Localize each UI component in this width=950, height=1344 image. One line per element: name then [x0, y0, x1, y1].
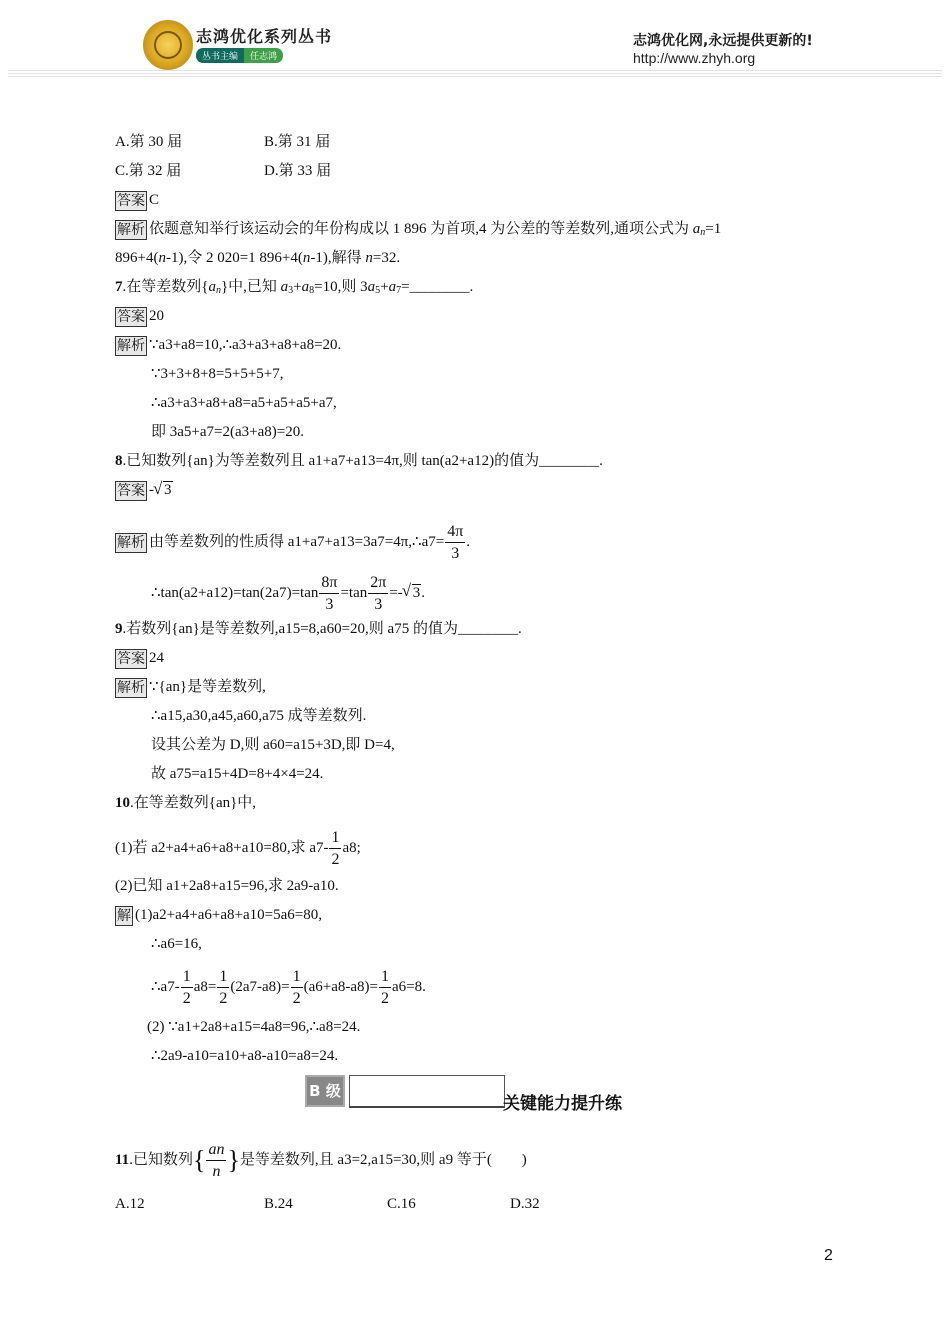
fraction-denominator: n	[212, 1162, 221, 1180]
q8-answer-prefix: -	[149, 482, 154, 498]
fraction-numerator: 1	[379, 969, 391, 988]
fraction-2pi-over-3	[368, 575, 388, 613]
q6-option-a: A.第 30 届	[115, 134, 183, 150]
fraction-denominator: 3	[451, 544, 460, 562]
fraction-denominator: 3	[374, 595, 383, 613]
q10-part-1	[115, 818, 835, 872]
q7-analysis-line-3	[115, 389, 835, 418]
fraction-denominator: 2	[292, 989, 301, 1007]
solution-tag: 解	[117, 907, 131, 924]
fraction-denominator: 2	[219, 989, 228, 1007]
q7-number: 7	[115, 279, 123, 295]
q9-number: 9	[115, 621, 123, 637]
q9-answer	[115, 644, 835, 673]
answer-tag: 答案	[117, 482, 145, 499]
header-url[interactable]: http://www.zhyh.org	[633, 50, 756, 66]
q7-answer-value: 20	[149, 308, 164, 324]
q6-option-d: D.第 33 届	[264, 163, 332, 179]
q8-period: .	[466, 534, 471, 550]
q11-options	[115, 1190, 835, 1219]
fraction-numerator: 2π	[368, 575, 388, 594]
analysis-tag: 解析	[117, 534, 145, 551]
q9-analysis-3: 设其公差为 D,则 a60=a15+3D,即 D=4,	[151, 737, 395, 753]
q10-stem	[115, 789, 835, 818]
q7-stem-d: =________.	[401, 279, 474, 295]
q11-stem	[115, 1132, 835, 1188]
q11-option-a: A.12	[115, 1196, 145, 1212]
fraction-numerator: 8π	[319, 575, 339, 594]
fraction-one-half	[181, 969, 193, 1007]
q8-answer-radicand: 3	[164, 482, 172, 498]
q8-line2-b: =tan	[340, 585, 368, 601]
q7-analysis-line-1	[115, 331, 835, 360]
q7-analysis-3: ∴a3+a3+a8+a8=a5+a5+a5+a7,	[151, 395, 337, 411]
fraction-numerator: an	[206, 1142, 226, 1161]
q10-solution-line-3	[115, 959, 835, 1013]
q6-options-row-1	[115, 128, 835, 157]
q7-analysis-1: ∵a3+a8=10,∴a3+a3+a8+a8=20.	[149, 337, 342, 353]
q6-analysis-text-2c: -1),解得	[310, 250, 366, 266]
fraction-one-half	[217, 969, 229, 1007]
q11-stem-a: .已知数列	[129, 1152, 193, 1168]
page-number: 2	[824, 1247, 833, 1264]
brand-sub-right: 任志鸿	[244, 48, 283, 63]
q8-analysis-a: 由等差数列的性质得 a1+a7+a13=3a7=4π,∴a7=	[149, 534, 445, 550]
q10-solution-3c: (2a7-a8)=	[230, 979, 290, 995]
q6-option-b: B.第 31 届	[264, 134, 331, 150]
q7-analysis-line-4	[115, 418, 835, 447]
q8-line2-a: ∴tan(a2+a12)=tan(2a7)=tan	[151, 585, 319, 601]
q9-analysis-1: ∵{an}是等差数列,	[149, 679, 266, 695]
q10-stem-text: .在等差数列{an}中,	[130, 795, 257, 811]
q10-solution-3d: (a6+a8-a8)=	[303, 979, 378, 995]
analysis-tag: 解析	[117, 679, 145, 696]
fraction-one-half	[291, 969, 303, 1007]
q6-analysis-text-1b: =1	[705, 221, 722, 237]
header-divider	[8, 70, 942, 78]
section-header	[305, 1075, 645, 1114]
q9-answer-value: 24	[149, 650, 164, 666]
q9-analysis-2: ∴a15,a30,a45,a60,a75 成等差数列.	[151, 708, 367, 724]
q11-block	[115, 1132, 835, 1219]
fraction-numerator: 1	[291, 969, 303, 988]
q10-solution-2: ∴a6=16,	[151, 936, 202, 952]
page-header	[0, 0, 950, 80]
q8-answer	[115, 476, 835, 505]
q6-options-row-2	[115, 157, 835, 186]
fraction-numerator: 1	[217, 969, 229, 988]
q10-solution-1: (1)a2+a4+a6+a8+a10=5a6=80,	[135, 907, 322, 923]
analysis-tag: 解析	[117, 221, 145, 238]
q6-analysis-text-2b: -1),令 2 020=1 896+4(	[165, 250, 303, 266]
q8-period-2: .	[421, 585, 426, 601]
q10-solution-line-1	[115, 901, 835, 930]
brand-sub-left: 丛书主编	[196, 48, 244, 63]
q7-stem: 7.在等差数列$\{a_n\}$中,已知 $a_3+a_8=10$,则 $3a_5+a_7=\_\_\_\_\_\_\_\_$.	[115, 279, 474, 296]
q9-analysis-4: 故 a75=a15+4D=8+4×4=24.	[151, 766, 324, 782]
q7-stem-b: }中,已知	[220, 279, 281, 295]
q7-analysis-4: 即 3a5+a7=2(a3+a8)=20.	[151, 424, 304, 440]
q8-line2-c: =-	[389, 585, 403, 601]
q8-line2-radicand: 3	[412, 585, 421, 601]
q6-analysis-text-2d: =32.	[372, 250, 401, 266]
q8-analysis-line-2	[115, 559, 835, 615]
q8-stem	[115, 447, 835, 476]
q10-part1-a: (1)若 a2+a4+a6+a8+a10=80,求 a7-	[115, 840, 329, 856]
section-title: 关键能力提升练	[503, 1094, 622, 1114]
q11-option-d: D.32	[510, 1196, 540, 1212]
brand-seal-logo	[143, 20, 193, 70]
answer-tag: 答案	[117, 192, 145, 209]
q11-stem-b: 是等差数列,且 a3=2,a15=30,则 a9 等于( )	[239, 1152, 527, 1168]
q10-part1-b: a8;	[342, 840, 361, 856]
section-badge: B 级	[305, 1075, 345, 1107]
q8-analysis-line-1	[115, 505, 835, 562]
fraction-denominator: 2	[331, 850, 340, 868]
q7-analysis-line-2	[115, 360, 835, 389]
q10-solution-line-4	[115, 1013, 835, 1042]
q10-solution-3a: ∴a7-	[151, 979, 180, 995]
right-brace: }	[227, 1145, 240, 1175]
q7-stem-c: =10,则 3	[314, 279, 368, 295]
q10-number: 10	[115, 795, 130, 811]
q10-solution-line-5	[115, 1042, 835, 1071]
q8-stem-text: .已知数列{an}为等差数列且 a1+a7+a13=4π,则 tan(a2+a12)的值为________.	[122, 453, 603, 469]
q11-option-b: B.24	[264, 1196, 293, 1212]
fraction-an-over-n	[206, 1142, 226, 1180]
brand-title: 志鸿优化系列丛书	[196, 27, 333, 46]
q7-answer	[115, 302, 835, 331]
q10-part2-text: (2)已知 a1+2a8+a15=96,求 2a9-a10.	[115, 878, 339, 894]
q9-stem-text: .若数列{an}是等差数列,a15=8,a60=20,则 a75 的值为________.	[122, 621, 522, 637]
fraction-8pi-over-3	[319, 575, 339, 613]
q9-analysis-line-3	[115, 731, 835, 760]
fraction-numerator: 4π	[445, 524, 465, 543]
fraction-one-half	[329, 830, 341, 868]
answer-tag: 答案	[117, 650, 145, 667]
q6-analysis-text-2: 896+4(	[115, 250, 159, 266]
q10-solution-5: ∴2a9-a10=a10+a8-a10=a8=24.	[151, 1048, 339, 1064]
brand-subtitle	[196, 48, 283, 62]
q6-answer-value: C	[149, 192, 160, 208]
q7-analysis-2: ∵3+3+8+8=5+5+5+7,	[151, 366, 284, 382]
q10-solution-3b: a8=	[193, 979, 217, 995]
q9-analysis-line-4	[115, 760, 835, 789]
fraction-denominator: 2	[380, 989, 389, 1007]
left-brace: {	[192, 1145, 206, 1175]
q10-solution-line-2	[115, 930, 835, 959]
q9-analysis-line-2	[115, 702, 835, 731]
q6-option-c: C.第 32 届	[115, 163, 182, 179]
q9-analysis-line-1	[115, 673, 835, 702]
q8-number: 8	[115, 453, 123, 469]
q6-analysis-text-1: 依题意知举行该运动会的年份构成以 1 896 为首项,4 为公差的等差数列,通项公式为	[149, 221, 693, 237]
q6-analysis-line-1: 解析 依题意知举行该运动会的年份构成以 1 896 为首项,4 为公差的等差数列,通项公式为 $a_n=1$	[117, 221, 722, 238]
fraction-numerator: 1	[329, 830, 341, 849]
q10-part-2	[115, 872, 835, 901]
q7-stem-a: .在等差数列{	[122, 279, 209, 295]
q6-answer	[115, 186, 835, 215]
q10-solution-4: (2) ∵a1+2a8+a15=4a8=96,∴a8=24.	[147, 1019, 361, 1035]
fraction-one-half	[379, 969, 391, 1007]
header-slogan: 志鸿优化网,永远提供更新的!	[633, 33, 813, 49]
q6-analysis-line-2: 896+4(n-1),令 2 020=1 896+4(n-1),解得 n=32.	[115, 250, 401, 266]
answer-tag: 答案	[117, 308, 145, 325]
document-body	[115, 128, 835, 1071]
fraction-4pi-over-3	[445, 524, 465, 562]
q10-solution-3e: a6=8.	[391, 979, 426, 995]
fraction-denominator: 2	[182, 989, 191, 1007]
fraction-numerator: 1	[181, 969, 193, 988]
q11-number: 11	[115, 1152, 130, 1168]
sqrt-symbol	[154, 476, 173, 505]
q11-option-c: C.16	[387, 1196, 416, 1212]
fraction-denominator: 3	[325, 595, 334, 613]
section-box	[349, 1075, 505, 1108]
q9-stem	[115, 615, 835, 644]
analysis-tag: 解析	[117, 337, 145, 354]
